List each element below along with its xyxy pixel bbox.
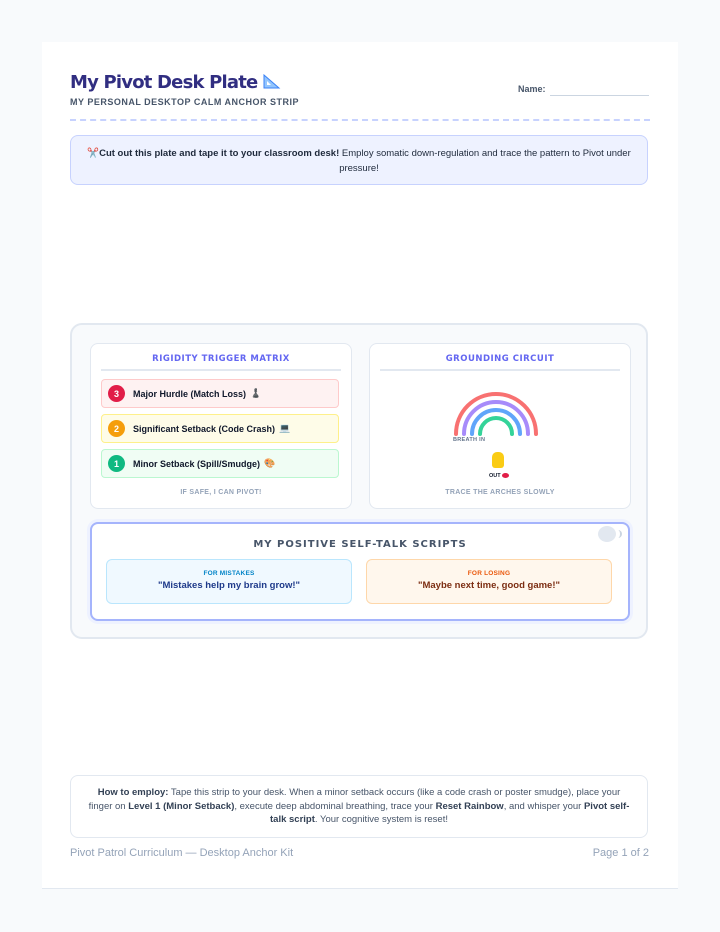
howto-lead: How to employ:: [97, 787, 169, 798]
matrix-footer: IF SAFE, I CAN PIVOT!: [180, 489, 262, 496]
grounding-footer: TRACE THE ARCHES SLOWLY: [445, 489, 555, 496]
banner-text: Employ somatic down-regulation and trace the pattern to Pivot under pressure!: [339, 148, 631, 174]
page-title: My Pivot Desk Plate: [70, 72, 281, 93]
level-badge: 2: [108, 420, 125, 437]
triangular-ruler-icon: [263, 74, 281, 89]
chess-pawn-icon: ♟️: [250, 388, 262, 399]
grounding-circuit: [369, 343, 631, 509]
level-label: Significant Setback (Code Crash): [133, 423, 276, 434]
trigger-level-3[interactable]: [101, 379, 339, 408]
level-badge: 3: [108, 385, 125, 402]
worksheet-page: [42, 42, 678, 889]
trigger-level-1[interactable]: [101, 449, 339, 478]
how-to-employ-box: How to employ: Tape this strip to your desk. When a minor setback occurs (like a code crash or poster smudge), place your finger on Level 1 (Minor Setback), execute deep abdominal breathing, trace your Reset Rainbow, and whisper your Pivot self-talk script. Your cognitive system is reset!: [70, 775, 648, 838]
level-label: Major Hurdle (Match Loss): [133, 388, 247, 399]
level-label: Minor Setback (Spill/Smudge): [133, 458, 261, 469]
name-label: Name:: [518, 84, 546, 94]
reset-rainbow-icon[interactable]: [450, 390, 542, 438]
scissors-icon: ✂️: [87, 148, 100, 159]
page-subtitle: MY PERSONAL DESKTOP CALM ANCHOR STRIP: [70, 97, 300, 107]
thumb-icon: [492, 452, 504, 468]
rigidity-trigger-matrix: [90, 343, 352, 509]
script-label: FOR LOSING: [467, 570, 511, 577]
lips-icon: [502, 473, 509, 478]
laptop-icon: 💻: [279, 423, 291, 434]
script-label: FOR MISTAKES: [203, 570, 255, 577]
page-number: Page 1 of 2: [592, 847, 649, 859]
dashed-divider: [70, 119, 650, 121]
desk-plate-frame: [70, 323, 648, 639]
matrix-title: RIGIDITY TRIGGER MATRIX: [101, 354, 341, 371]
footer-curriculum: Pivot Patrol Curriculum — Desktop Anchor Kit: [70, 847, 294, 859]
scripts-title: MY POSITIVE SELF-TALK SCRIPTS: [253, 539, 467, 550]
level-badge: 1: [108, 455, 125, 472]
breath-in-label: BREATH IN: [453, 437, 486, 443]
instruction-banner: [70, 135, 648, 185]
out-label: OUT: [489, 473, 501, 479]
script-quote: "Maybe next time, good game!": [417, 580, 561, 591]
script-quote: "Mistakes help my brain grow!": [157, 580, 301, 591]
palette-icon: 🎨: [264, 458, 276, 469]
grounding-title: GROUNDING CIRCUIT: [380, 354, 620, 371]
script-card-losing[interactable]: [366, 559, 612, 604]
self-talk-scripts: [90, 522, 630, 621]
trigger-level-2[interactable]: [101, 414, 339, 443]
banner-bold-text: Cut out this plate and tape it to your classroom desk!: [99, 148, 340, 159]
name-line[interactable]: [550, 95, 649, 96]
script-card-mistakes[interactable]: [106, 559, 352, 604]
